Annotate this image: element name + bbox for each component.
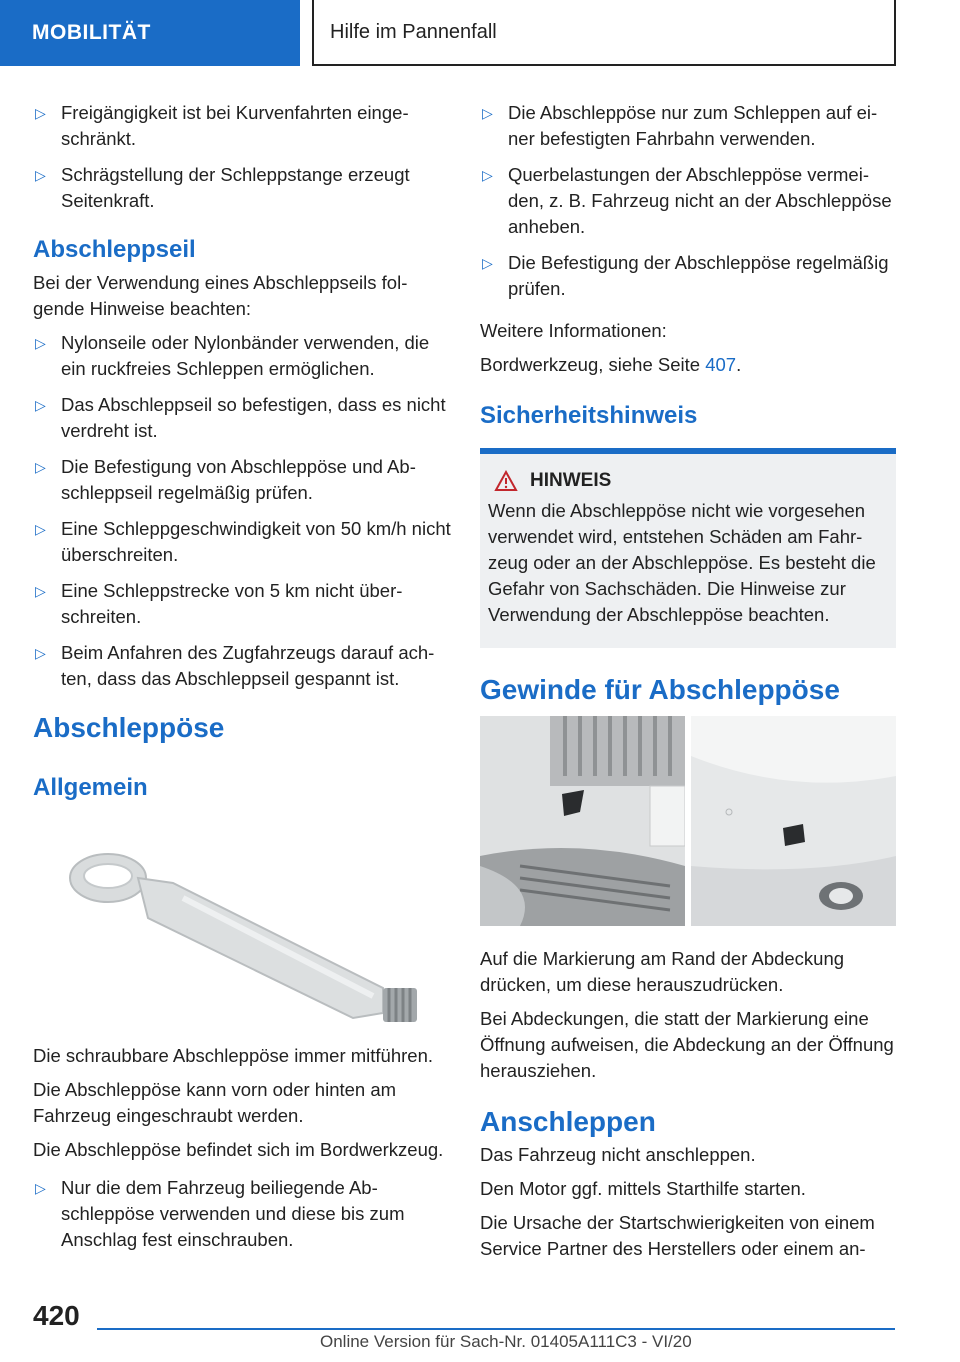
- list-item: ▷ Die Befestigung von Abschleppöse und Abschleppseil regelmäßig prüfen.: [35, 456, 416, 503]
- list-item: ▷ Freigängigkeit ist bei Kurvenfahrten eingeschränkt.: [35, 102, 409, 149]
- triangle-bullet-icon: ▷: [35, 167, 46, 183]
- left-column: [33, 100, 451, 1263]
- bullet-list-top-right: [480, 100, 896, 302]
- bullet-list-bottom-left: [33, 1175, 451, 1253]
- notice-text: Wenn die Abschleppöse nicht wie vorgesehen verwendet wird, entstehen Schäden am Fahrzeug oder an der Abschleppöse. Es besteht die Gefahr von Sachschäden. Die Hinweise zur Verwendung der Abschleppöse beachten.: [488, 500, 876, 625]
- paragraph: Das Fahrzeug nicht anschleppen.: [480, 1144, 756, 1165]
- triangle-bullet-icon: ▷: [482, 105, 493, 121]
- chapter-title: Hilfe im Pannenfall: [312, 0, 896, 66]
- bullet-list-top-left: [33, 100, 451, 214]
- triangle-bullet-icon: ▷: [482, 167, 493, 183]
- paragraph: Bei Abdeckungen, die statt der Markierung eine Öffnung aufweisen, die Abdeckung an der Öffnung herausziehen.: [480, 1008, 894, 1081]
- heading-abschleppseil: Abschleppseil: [33, 236, 196, 263]
- page-link-407[interactable]: 407: [705, 354, 737, 375]
- list-item: ▷ Nur die dem Fahrzeug beiliegende Abschleppöse verwenden und diese bis zum Anschlag fest einschrauben.: [35, 1177, 405, 1250]
- paragraph: Die Abschleppöse kann vorn oder hinten am Fahrzeug eingeschraubt werden.: [33, 1079, 397, 1126]
- paragraph: Auf die Markierung am Rand der Abdeckung drücken, um diese herauszudrücken.: [480, 948, 845, 995]
- paragraph: Den Motor ggf. mittels Starthilfe starten.: [480, 1178, 806, 1199]
- abschleppseil-intro: Bei der Verwendung eines Abschleppseils folgende Hinweise beachten:: [33, 272, 408, 319]
- heading-abschleppoese: Abschleppöse: [33, 712, 225, 743]
- more-info-label: Weitere Informationen:: [480, 320, 667, 341]
- footer-version-text: Online Version für Sach-Nr. 01405A111C3 - VI/20: [320, 1332, 692, 1351]
- triangle-bullet-icon: ▷: [35, 645, 46, 661]
- bordwerkzeug-reference: Bordwerkzeug, siehe Seite 407.: [480, 354, 742, 375]
- list-item: ▷ Beim Anfahren des Zugfahrzeugs darauf achten, dass das Abschleppseil gespannt ist.: [35, 642, 435, 689]
- triangle-bullet-icon: ▷: [35, 1180, 46, 1196]
- bullet-list-abschleppseil: [33, 330, 451, 692]
- paragraph: Die Ursache der Startschwierigkeiten von einem Service Partner des Herstellers oder einem an-: [480, 1212, 875, 1259]
- bumper-photo: [480, 716, 896, 926]
- list-item: ▷ Querbelastungen der Abschleppöse vermeiden, z. B. Fahrzeug nicht an der Abschleppöse anheben.: [482, 164, 892, 237]
- triangle-bullet-icon: ▷: [482, 255, 493, 271]
- list-item: ▷ Eine Schleppstrecke von 5 km nicht überschreiten.: [35, 580, 403, 627]
- list-item: ▷ Nylonseile oder Nylonbänder verwenden, die ein ruckfreies Schleppen ermöglichen.: [35, 332, 430, 379]
- paragraph: Die Abschleppöse befindet sich im Bordwerkzeug.: [33, 1139, 444, 1160]
- heading-anschleppen: Anschleppen: [480, 1106, 656, 1137]
- notice-label: HINWEIS: [530, 470, 612, 491]
- triangle-bullet-icon: ▷: [35, 583, 46, 599]
- heading-sicherheitshinweis: Sicherheitshinweis: [480, 402, 698, 429]
- triangle-bullet-icon: ▷: [35, 335, 46, 351]
- footer-divider: [97, 1328, 895, 1330]
- rear-bumper-image: [691, 716, 896, 926]
- section-tab: MOBILITÄT: [0, 0, 300, 66]
- page-footer: [0, 1290, 960, 1362]
- paragraph: Die schraubbare Abschleppöse immer mitführen.: [33, 1045, 433, 1066]
- front-bumper-image: [480, 716, 685, 926]
- list-item: ▷ Die Abschleppöse nur zum Schleppen auf einer befestigten Fahrbahn verwenden.: [482, 102, 878, 149]
- triangle-bullet-icon: ▷: [35, 105, 46, 121]
- triangle-bullet-icon: ▷: [35, 397, 46, 413]
- list-item: ▷ Die Befestigung der Abschleppöse regelmäßig prüfen.: [482, 252, 889, 299]
- heading-allgemein: Allgemein: [33, 774, 148, 801]
- list-item: ▷ Schrägstellung der Schleppstange erzeugt Seitenkraft.: [35, 164, 410, 211]
- right-column: [480, 100, 896, 1270]
- list-item: ▷ Das Abschleppseil so befestigen, dass es nicht verdreht ist.: [35, 394, 446, 441]
- triangle-bullet-icon: ▷: [35, 459, 46, 475]
- warning-triangle-icon: [494, 470, 518, 492]
- page-number: 420: [33, 1300, 80, 1331]
- triangle-bullet-icon: ▷: [35, 521, 46, 537]
- notice-box: [480, 448, 896, 648]
- heading-gewinde: Gewinde für Abschleppöse: [480, 674, 840, 705]
- list-item: ▷ Eine Schleppgeschwindigkeit von 50 km/h nicht überschreiten.: [35, 518, 451, 565]
- towing-eye-illustration: [33, 808, 451, 1038]
- notice-header: [488, 470, 888, 492]
